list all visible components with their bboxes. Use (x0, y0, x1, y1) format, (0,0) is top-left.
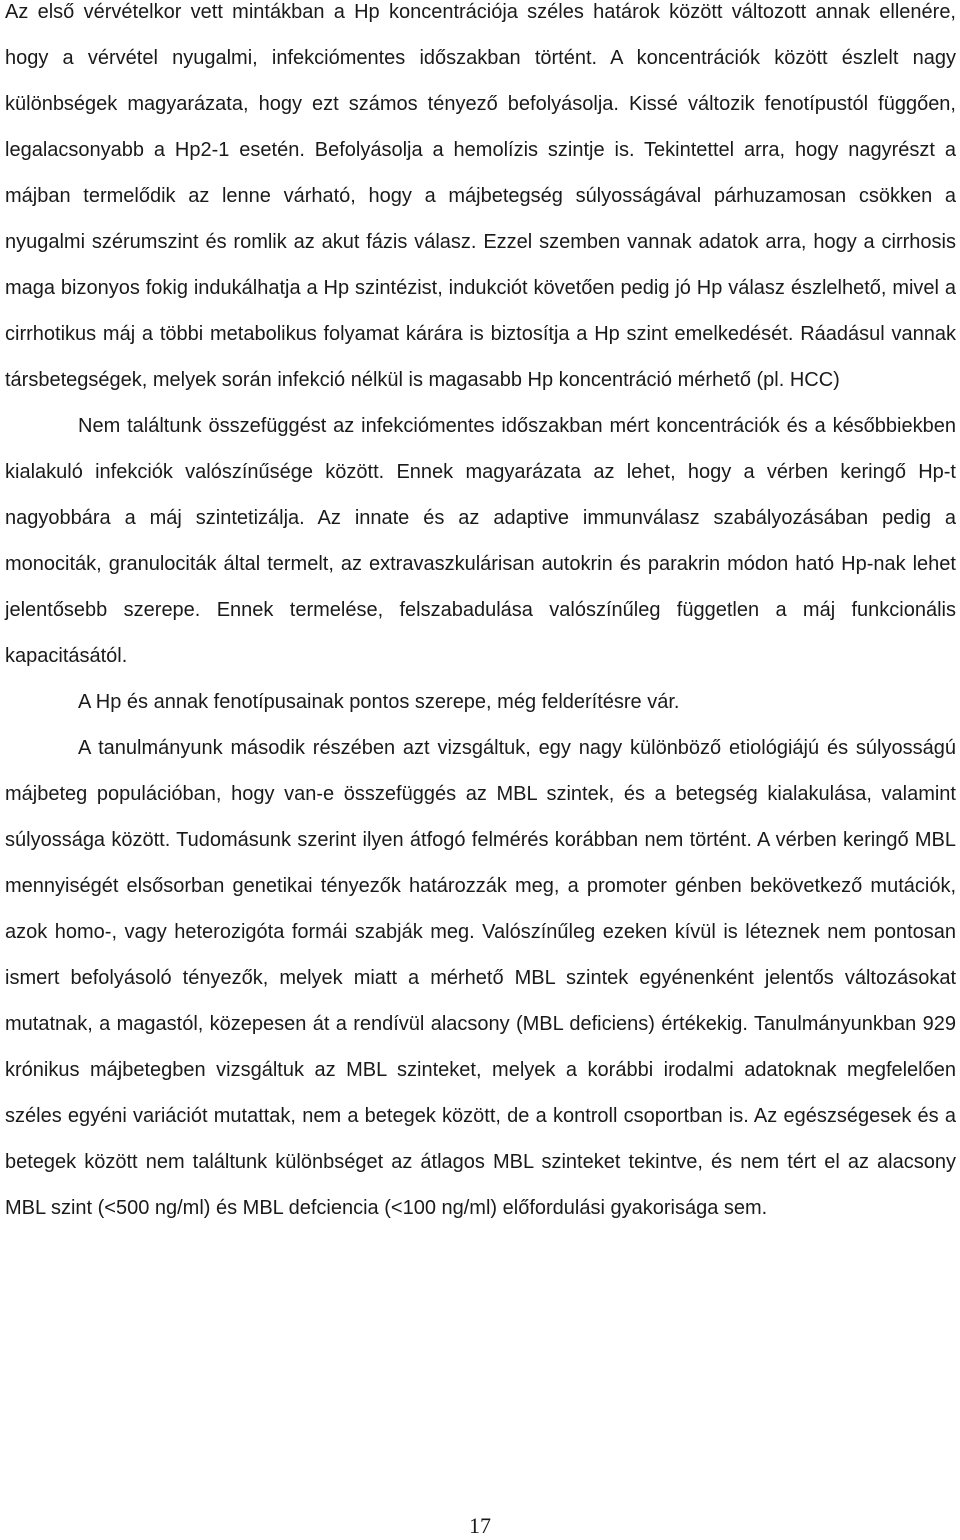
paragraph-mbl-study: A tanulmányunk második részében azt vizsgáltuk, egy nagy különböző etiológiájú és súlyosságú májbeteg populációban, hogy van-e összefüggés az MBL szintek, és a betegség kialakulása, valamint súlyossága között. Tudomásunk szerint ilyen átfogó felmérés korábban nem történt. A vérben keringő MBL mennyiségét elsősorban genetikai tényezők határozzák meg, a promoter génben bekövetkező mutációk, azok homo-, vagy heterozigóta formái szabják meg. Valószínűleg ezeken kívül is léteznek nem pontosan ismert befolyásoló tényezők, melyek miatt a mérhető MBL szintek egyénenként jelentős változásokat mutatnak, a magastól, közepesen át a rendívül alacsony (MBL deficiens) értékekig. Tanulmányunkban 929 krónikus májbetegben vizsgáltuk az MBL szinteket, melyek a korábbi irodalmi adatoknak megfelelően széles egyéni variációt mutattak, nem a betegek között, de a kontroll csoportban is. Az egészségesek és a betegek között nem találtunk különbséget az átlagos MBL szinteket tekintve, és nem tért el az alacsony MBL szint (<500 ng/ml) és MBL defciencia (<100 ng/ml) előfordulási gyakorisága sem. (5, 737, 956, 1219)
paragraph-hp-role: A Hp és annak fenotípusainak pontos szerepe, még felderítésre vár. (78, 691, 680, 713)
paragraph-hp-concentration: Az első vérvételkor vett mintákban a Hp koncentrációja széles határok között változott annak ellenére, hogy a vérvétel nyugalmi, infekciómentes időszakban történt. A koncentrációk között észlelt nagy különbségek magyarázata, hogy ezt számos tényező befolyásolja. Kissé változik fenotípustól függően, legalacsonyabb a Hp2-1 esetén. Befolyásolja a hemolízis szintje is. Tekintettel arra, hogy nagyrészt a májban termelődik az lenne várható, hogy a májbetegség súlyosságával párhuzamosan csökken a nyugalmi szérumszint és romlik az akut fázis válasz. Ezzel szemben vannak adatok arra, hogy a cirrhosis maga bizonyos fokig indukálhatja a Hp szintézist, indukciót követően pedig jó Hp válasz észlelhető, mivel a cirrhotikus máj a többi metabolikus folyamat kárára is biztosítja a Hp szint emelkedését. Ráadásul vannak társbetegségek, melyek során infekció nélkül is magasabb Hp koncentráció mérhető (pl. HCC) (5, 1, 956, 391)
page-number: 17 (469, 1513, 491, 1538)
paragraph-no-correlation: Nem találtunk összefüggést az infekciómentes időszakban mért koncentrációk és a későbbiekben kialakuló infekciók valószínűsége között. Ennek magyarázata az lehet, hogy a vérben keringő Hp-t nagyobbára a máj szintetizálja. Az innate és az adaptive immunválasz szabályozásában pedig a monociták, granulociták által termelt, az extravaszkulárisan autokrin és parakrin módon ható Hp-nak lehet jelentősebb szerepe. Ennek termelése, felszabadulása valószínűleg független a máj funkcionális kapacitásától. (5, 415, 956, 667)
body-text (5, 0, 956, 1231)
